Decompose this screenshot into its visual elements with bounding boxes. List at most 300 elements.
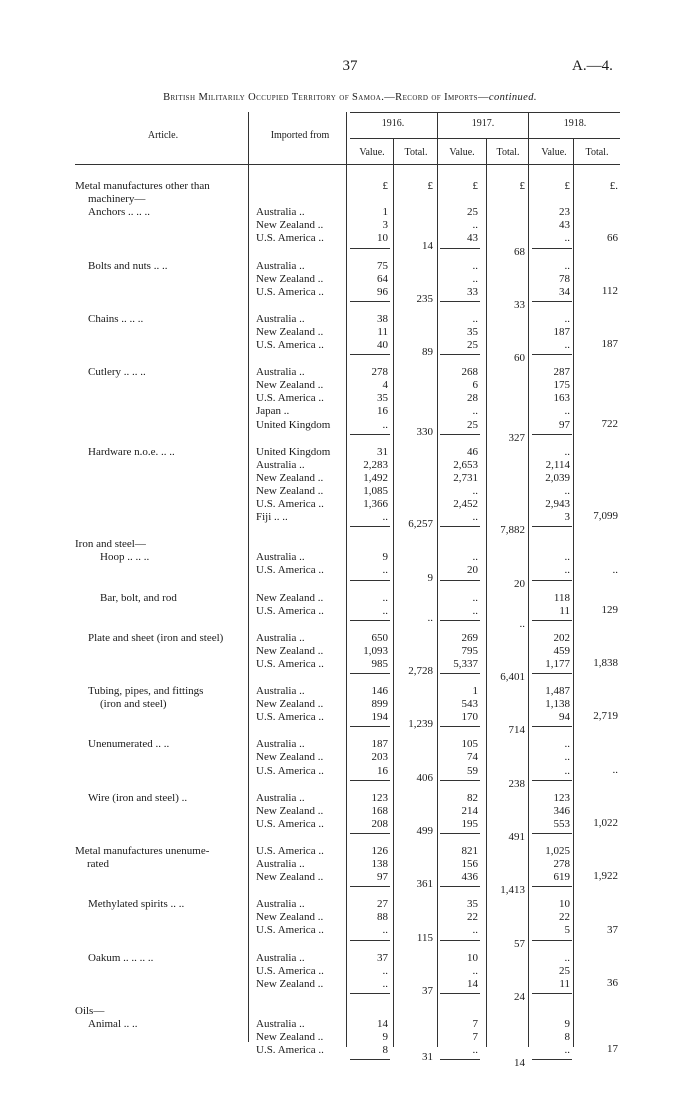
group-header: Metal manufactures other than (75, 180, 210, 192)
subtotal-rule (532, 780, 572, 781)
group-header: machinery— (88, 193, 146, 206)
header-1917: 1917. (471, 118, 495, 129)
article-name: Anchors .. .. .. (88, 206, 151, 219)
value-1916: 16 (377, 405, 388, 418)
imported-from: Australia .. (256, 366, 305, 379)
value-1918: 97 (559, 418, 570, 431)
subtotal-rule (350, 620, 390, 621)
value-1916: 64 (377, 272, 388, 285)
total-1917: 491 (508, 830, 525, 843)
value-1916: .. (382, 924, 388, 937)
subtotal-rule (532, 354, 572, 355)
value-1917: 10 (467, 951, 478, 964)
total-1917: 57 (514, 937, 525, 950)
value-1917: 74 (467, 751, 478, 764)
value-1917: .. (472, 1044, 478, 1057)
value-1916: 9 (382, 551, 388, 564)
value-1916: 4 (382, 379, 388, 392)
value-1918: .. (564, 312, 570, 325)
article-name: Chains .. .. .. (88, 312, 144, 325)
total-1916: 9 (427, 571, 433, 584)
value-1917: 35 (467, 898, 478, 911)
article-name: Tubing, pipes, and fittings (88, 685, 204, 697)
imported-from: New Zealand .. (256, 325, 324, 338)
value-1916: .. (382, 418, 388, 431)
imported-from: U.S. America .. (256, 924, 324, 937)
total-1918: 17 (607, 1043, 618, 1056)
header-year-rule (350, 138, 620, 139)
total-1916: 235 (416, 292, 433, 305)
imported-from: New Zealand .. (256, 272, 324, 285)
subtotal-rule (350, 1059, 390, 1060)
total-1917: 714 (508, 724, 525, 737)
imported-from: Australia .. (256, 1017, 305, 1030)
value-1918: .. (564, 951, 570, 964)
value-1916: 3 (382, 219, 388, 232)
value-1916: .. (382, 591, 388, 604)
total-1918: 36 (607, 976, 618, 989)
value-1918: 34 (559, 285, 570, 298)
value-1917: .. (472, 219, 478, 232)
article-name: Plate and sheet (iron and steel) (88, 631, 224, 644)
subtotal-rule (350, 940, 390, 941)
imported-from: U.S. America .. (256, 232, 324, 245)
value-1917: .. (472, 312, 478, 325)
value-1918: 1,025 (545, 844, 570, 857)
subtotal-rule (440, 780, 480, 781)
imported-from: U.S. America .. (256, 964, 324, 977)
total-1918: 66 (607, 231, 618, 244)
header-imported-from: Imported from (270, 130, 330, 141)
subtotal-rule (440, 354, 480, 355)
page-number: 37 (342, 58, 358, 74)
total-1917: 14 (514, 1057, 525, 1070)
total-1918: 1,838 (593, 657, 618, 669)
col-rule-1918 (528, 112, 529, 1047)
header-v18: Value. (541, 147, 567, 158)
value-1918: 8 (564, 1031, 570, 1043)
value-1917: 2,452 (453, 498, 478, 510)
value-1918: 1,487 (545, 685, 570, 697)
value-1918: .. (564, 445, 570, 458)
value-1916: 985 (371, 657, 388, 670)
value-1916: 899 (371, 698, 388, 711)
value-1918: 5 (564, 924, 570, 937)
value-1917: 7 (472, 1031, 478, 1043)
currency-symbol: £ (564, 180, 570, 192)
subtotal-rule (532, 673, 572, 674)
value-1917: 5,337 (453, 657, 478, 670)
value-1916: 1,093 (363, 644, 388, 657)
value-1916: 168 (371, 804, 388, 817)
imported-from: U.S. America .. (256, 604, 324, 617)
imported-from: New Zealand .. (256, 871, 324, 884)
imported-from: New Zealand .. (256, 219, 324, 232)
value-1918: 25 (559, 964, 570, 977)
header-t16: Total. (404, 147, 428, 158)
value-1917: 14 (467, 977, 478, 990)
total-1918: 1,022 (593, 816, 618, 829)
imported-from: Australia .. (256, 898, 305, 911)
value-1916: 11 (377, 325, 388, 338)
subtotal-rule (532, 620, 572, 621)
value-1916: 194 (371, 711, 388, 724)
article-name: Unenumerated .. .. (88, 738, 170, 751)
total-1918: 129 (601, 603, 618, 616)
value-1918: 22 (559, 911, 570, 924)
currency-symbol: £ (519, 180, 525, 192)
value-1916: 14 (377, 1017, 388, 1030)
header-1918: 1918. (563, 118, 587, 129)
imported-from: New Zealand .. (256, 1031, 324, 1043)
value-1917: 105 (461, 738, 478, 751)
value-1917: .. (472, 964, 478, 977)
value-1917: 59 (467, 764, 478, 777)
value-1916: 138 (371, 858, 388, 870)
value-1917: 82 (467, 791, 478, 804)
value-1918: 118 (553, 591, 570, 604)
currency-symbol: £ (472, 180, 478, 192)
subtotal-rule (350, 833, 390, 834)
value-1917: .. (472, 484, 478, 497)
subtotal-rule (440, 833, 480, 834)
header-1916: 1916. (381, 118, 405, 129)
value-1917: 436 (461, 871, 478, 884)
imported-from: New Zealand .. (256, 977, 324, 990)
value-1917: .. (472, 551, 478, 564)
value-1917: 46 (467, 445, 478, 458)
subtotal-rule (440, 580, 480, 581)
imported-from: U.S. America .. (256, 564, 324, 577)
imported-from: Australia .. (256, 631, 305, 644)
col-rule-1917-total (486, 138, 487, 1047)
subtotal-rule (440, 993, 480, 994)
value-1916: 16 (377, 764, 388, 777)
subtotal-rule (532, 726, 572, 727)
total-1918: 1,922 (593, 870, 618, 883)
article-name: Bolts and nuts .. .. (88, 259, 168, 272)
header-t18: Total. (585, 147, 609, 158)
value-1918: 11 (559, 604, 570, 617)
value-1918: 187 (553, 325, 570, 338)
total-1917: 60 (514, 352, 525, 365)
value-1917: .. (472, 604, 478, 617)
total-1917: 7,882 (500, 524, 525, 537)
total-1918: .. (612, 563, 618, 576)
imported-from: U.S. America .. (256, 339, 324, 351)
value-1918: .. (564, 259, 570, 272)
value-1916: 10 (377, 232, 388, 245)
total-1916: .. (427, 611, 433, 624)
value-1916: 650 (371, 631, 388, 644)
subtotal-rule (350, 580, 390, 581)
value-1917: .. (472, 511, 478, 524)
value-1916: 35 (377, 392, 388, 405)
value-1918: 202 (553, 631, 570, 644)
value-1917: 1 (472, 685, 478, 697)
total-1917: 33 (514, 298, 525, 311)
value-1916: .. (382, 511, 388, 524)
subtotal-rule (440, 526, 480, 527)
imported-from: U.S. America .. (256, 657, 324, 670)
article-name: Metal manufactures unenume- (75, 844, 210, 857)
imported-from: Australia .. (256, 458, 305, 471)
value-1917: 2,731 (453, 471, 478, 484)
subtotal-rule (350, 726, 390, 727)
total-1918: 7,099 (593, 510, 618, 523)
value-1917: 7 (472, 1017, 478, 1030)
value-1916: 1,366 (363, 498, 388, 510)
value-1918: .. (564, 764, 570, 777)
value-1916: 1 (382, 206, 388, 219)
article-name: Oakum .. .. .. .. (88, 951, 154, 964)
imported-from: U.S. America .. (256, 764, 324, 777)
total-1918: 722 (601, 417, 618, 430)
header-v17: Value. (449, 147, 475, 158)
total-1917: 238 (508, 777, 525, 790)
total-1918: 37 (607, 923, 618, 936)
total-1918: .. (612, 763, 618, 776)
group-header: Iron and steel— (75, 538, 146, 551)
value-1916: 1,085 (363, 484, 388, 497)
imported-from: New Zealand .. (256, 379, 324, 392)
value-1917: 25 (467, 339, 478, 351)
subtotal-rule (350, 780, 390, 781)
total-1916: 37 (422, 984, 433, 997)
subtotal-rule (532, 833, 572, 834)
value-1916: 203 (371, 751, 388, 764)
currency-symbol: £. (609, 180, 618, 192)
subtotal-rule (440, 673, 480, 674)
value-1918: .. (564, 232, 570, 245)
subtotal-rule (350, 673, 390, 674)
value-1918: 553 (553, 817, 570, 830)
subtotal-rule (350, 526, 390, 527)
imported-from: New Zealand .. (256, 751, 324, 764)
value-1918: 78 (559, 272, 570, 285)
value-1916: 88 (377, 911, 388, 924)
value-1916: 123 (371, 791, 388, 804)
value-1918: .. (564, 1044, 570, 1057)
value-1917: 20 (467, 564, 478, 577)
value-1917: 214 (461, 804, 478, 817)
value-1916: 38 (377, 312, 388, 325)
value-1918: .. (564, 738, 570, 751)
value-1918: 619 (553, 871, 570, 884)
total-1917: 24 (514, 990, 525, 1003)
value-1918: .. (564, 751, 570, 764)
currency-symbol: £ (427, 180, 433, 192)
value-1916: 75 (377, 259, 388, 272)
imported-from: Australia .. (256, 312, 305, 325)
value-1918: .. (564, 551, 570, 564)
imported-from: United Kingdom (256, 445, 331, 458)
header-t17: Total. (496, 147, 520, 158)
total-1916: 1,239 (408, 718, 433, 731)
subtotal-rule (440, 301, 480, 302)
value-1916: .. (382, 964, 388, 977)
article-name-cont: rated (87, 858, 109, 870)
value-1917: .. (472, 405, 478, 418)
subtotal-rule (350, 434, 390, 435)
subtotal-rule (350, 886, 390, 887)
imported-from: U.S. America .. (256, 392, 324, 405)
subtotal-rule (350, 993, 390, 994)
subtotal-rule (532, 248, 572, 249)
value-1918: .. (564, 339, 570, 351)
value-1916: 97 (377, 871, 388, 884)
imported-from: New Zealand .. (256, 484, 324, 497)
subtotal-rule (532, 993, 572, 994)
imported-from: Fiji .. .. (256, 511, 288, 524)
subtotal-rule (532, 1059, 572, 1060)
value-1917: 2,653 (453, 458, 478, 471)
total-1918: 112 (601, 284, 618, 297)
value-1918: 459 (553, 644, 570, 657)
imported-from: U.S. America .. (256, 498, 324, 510)
subtotal-rule (532, 526, 572, 527)
value-1916: 187 (371, 738, 388, 751)
total-1916: 14 (422, 239, 433, 252)
value-1917: 170 (461, 711, 478, 724)
subtotal-rule (440, 726, 480, 727)
article-name: Cutlery .. .. .. (88, 366, 146, 379)
imported-from: U.S. America .. (256, 285, 324, 298)
value-1917: 269 (461, 631, 478, 644)
header-bottom-rule (75, 164, 620, 165)
total-1916: 361 (416, 878, 433, 891)
col-rule-1916-total (393, 138, 394, 1047)
value-1917: 35 (467, 325, 478, 338)
article-name: Methylated spirits .. .. (88, 898, 185, 911)
imported-from: Japan .. (256, 405, 290, 418)
document-code: A.—4. (572, 58, 613, 74)
total-1918: 187 (601, 338, 618, 351)
imported-from: U.S. America .. (256, 1044, 324, 1057)
value-1918: 94 (559, 711, 570, 724)
value-1917: .. (472, 272, 478, 285)
value-1917: 33 (467, 285, 478, 298)
value-1916: .. (382, 604, 388, 617)
imported-from: Australia .. (256, 685, 305, 697)
value-1917: 543 (461, 698, 478, 711)
value-1917: 28 (467, 392, 478, 405)
article-name: Bar, bolt, and rod (100, 591, 177, 604)
imported-from: Australia .. (256, 791, 305, 804)
imported-from: New Zealand .. (256, 644, 324, 657)
imported-from: United Kingdom (256, 418, 331, 431)
value-1918: 123 (553, 791, 570, 804)
total-1916: 115 (416, 931, 433, 944)
imported-from: New Zealand .. (256, 911, 324, 924)
value-1916: 31 (377, 445, 388, 458)
total-1917: .. (519, 617, 525, 630)
header-v16: Value. (359, 147, 385, 158)
imported-from: Australia .. (256, 738, 305, 751)
total-1917: 1,413 (500, 884, 525, 897)
value-1916: .. (382, 977, 388, 990)
total-1916: 31 (422, 1051, 433, 1064)
imported-from: Australia .. (256, 951, 305, 964)
subtotal-rule (440, 248, 480, 249)
subtotal-rule (532, 580, 572, 581)
article-name-cont: (iron and steel) (100, 698, 167, 711)
subtotal-rule (350, 248, 390, 249)
header-top-rule (350, 112, 620, 113)
value-1917: 268 (461, 366, 478, 379)
value-1917: 795 (461, 644, 478, 657)
total-1917: 68 (514, 245, 525, 258)
value-1918: 3 (564, 511, 570, 524)
value-1918: 346 (553, 804, 570, 817)
imported-from: U.S. America .. (256, 817, 324, 830)
group-header: Oils— (75, 1004, 105, 1017)
value-1918: 9 (564, 1017, 570, 1030)
total-1916: 499 (416, 824, 433, 837)
imported-from: Australia .. (256, 206, 305, 219)
value-1918: 23 (559, 206, 570, 219)
col-rule-article (248, 112, 249, 1042)
subtotal-rule (440, 434, 480, 435)
value-1917: 25 (467, 206, 478, 219)
value-1916: 9 (382, 1031, 388, 1043)
title-main: British Militarily Occupied Territory of Samoa.—Record of Imports— (163, 92, 489, 103)
total-1916: 330 (416, 425, 433, 438)
imported-from: New Zealand .. (256, 471, 324, 484)
subtotal-rule (440, 620, 480, 621)
article-name: Hardware n.o.e. .. .. (88, 445, 175, 458)
imported-from: New Zealand .. (256, 591, 324, 604)
value-1916: 37 (377, 951, 388, 964)
currency-symbol: £ (382, 180, 388, 192)
value-1916: 208 (371, 817, 388, 830)
subtotal-rule (440, 940, 480, 941)
value-1917: .. (472, 591, 478, 604)
value-1917: 43 (467, 232, 478, 245)
imported-from: Australia .. (256, 858, 305, 870)
value-1918: 287 (553, 366, 570, 379)
total-1918: 2,719 (593, 710, 618, 723)
col-rule-imported (346, 112, 347, 1047)
article-name: Hoop .. .. .. (100, 551, 150, 564)
value-1917: 195 (461, 817, 478, 830)
value-1916: 27 (377, 898, 388, 911)
value-1918: 2,943 (545, 498, 570, 510)
value-1918: .. (564, 564, 570, 577)
value-1918: 1,177 (545, 657, 570, 670)
imported-from: New Zealand .. (256, 698, 324, 711)
total-1917: 327 (508, 431, 525, 444)
subtotal-rule (532, 434, 572, 435)
subtotal-rule (350, 354, 390, 355)
value-1918: 2,039 (545, 471, 570, 484)
value-1918: 1,138 (545, 698, 570, 711)
table-title (0, 92, 700, 103)
value-1917: 821 (461, 844, 478, 857)
value-1916: 96 (377, 285, 388, 298)
value-1918: 10 (559, 898, 570, 911)
value-1918: .. (564, 484, 570, 497)
total-1917: 6,401 (500, 671, 525, 683)
subtotal-rule (532, 940, 572, 941)
value-1917: 25 (467, 418, 478, 431)
value-1918: 2,114 (545, 458, 570, 471)
total-1916: 89 (422, 346, 433, 359)
value-1916: 1,492 (363, 471, 388, 484)
title-continued: continued. (488, 92, 537, 103)
article-name: Animal .. .. (88, 1017, 138, 1030)
value-1917: 156 (461, 858, 478, 870)
